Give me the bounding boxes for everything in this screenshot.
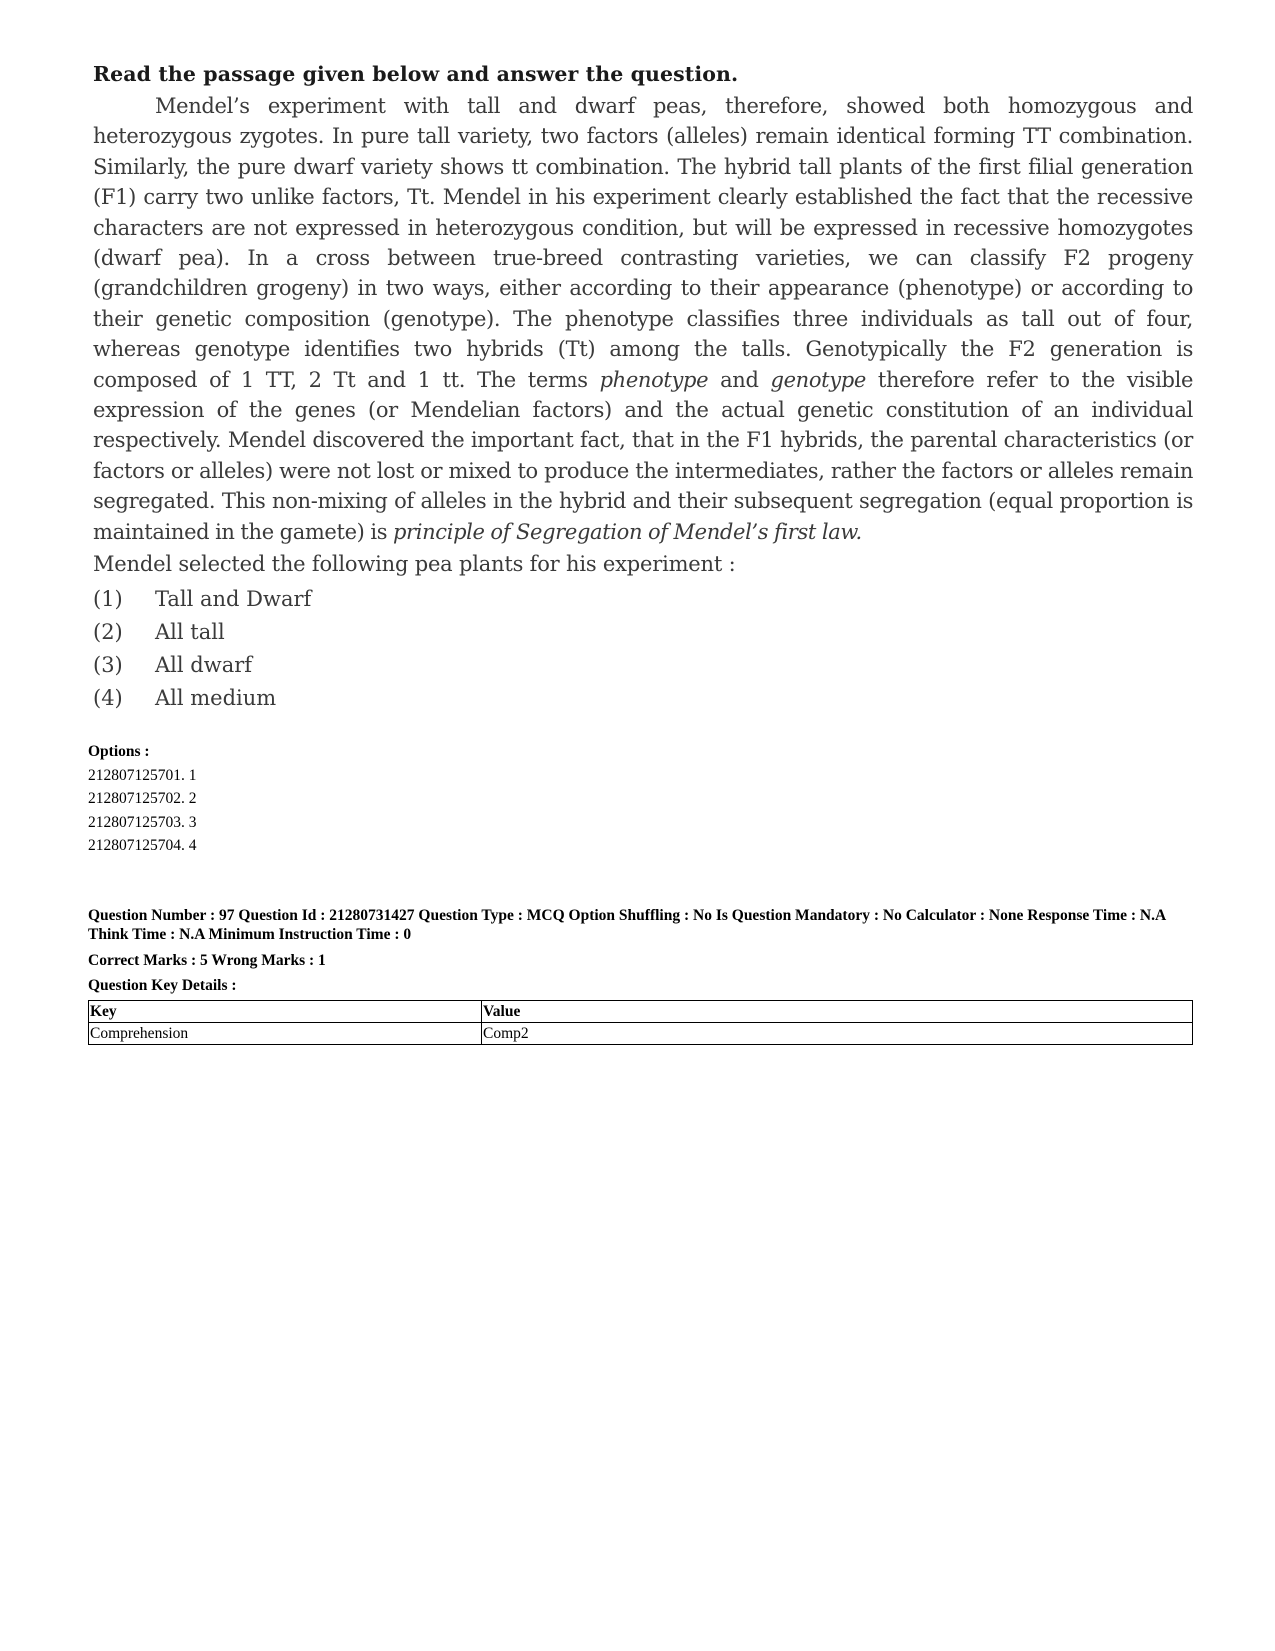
choice-number: (2) (93, 620, 123, 645)
choice-number: (3) (93, 653, 123, 678)
options-label: Options : (88, 743, 150, 760)
question-stem: Mendel selected the following pea plants for his experiment : (93, 552, 736, 577)
choice-item (93, 682, 1193, 715)
key-details-table (88, 1000, 1193, 1045)
choice-text: All tall (155, 620, 225, 645)
passage-heading: Read the passage given below and answer the question. (93, 62, 739, 86)
choice-text: All medium (155, 686, 277, 711)
cell-key: Comprehension (89, 1023, 482, 1045)
passage-part-3: therefore refer to the visible expression of the genes (or Mendelian factors) and the actual genetic constitution of an individual respectively. Mendel discovered the important fact, that in the F1 hybrids, the parental characteristics (or factors or alleles) were not lost or mixed to produce the intermediates, rather the factors or alleles remain segregated. This non-mixing of alleles in the hybrid and their subsequent segregation (equal proportion is maintained in the gamete) is (93, 367, 1194, 544)
passage-text (93, 91, 1193, 547)
term-principle: principle of Segregation of Mendel’s first law. (392, 519, 862, 544)
question-marks: Correct Marks : 5 Wrong Marks : 1 (88, 952, 326, 969)
cell-value: Comp2 (482, 1023, 1193, 1045)
term-phenotype: phenotype (599, 367, 709, 392)
choice-number: (4) (93, 686, 123, 711)
header-value: Value (482, 1001, 1193, 1023)
table-header-row (89, 1001, 1193, 1023)
option-item: 212807125701. 1 (88, 766, 197, 784)
choice-number: (1) (93, 587, 123, 612)
passage-part-2: and (720, 367, 759, 392)
passage-part-1: Mendel’s experiment with tall and dwarf peas, therefore, showed both homozygous and heterozygous zygotes. In pure tall variety, two factors (alleles) remain identical forming TT combination. Similarly, the pure dwarf variety shows tt combination. The hybrid tall plants of the first filial generation (F1) carry two unlike factors, Tt. Mendel in his experiment clearly established the fact that the recessive characters are not expressed in heterozygous condition, but will be expressed in recessive homozygotes (dwarf pea). In a cross between true-breed contrasting varieties, we can classify F2 progeny (grandchildren grogeny) in two ways, either according to their appearance (phenotype) or according to their genetic composition (genotype). The phenotype classifies three individuals as tall out of four, whereas genotype identifies two hybrids (Tt) among the talls. Genotypically the F2 generation is composed of 1 TT, 2 Tt and 1 tt. The terms (93, 94, 1193, 392)
term-genotype: genotype (770, 367, 866, 392)
choice-item (93, 616, 1193, 649)
option-item: 212807125702. 2 (88, 790, 197, 807)
options-block (88, 740, 197, 858)
question-meta: Question Number : 97 Question Id : 21280731427 Question Type : MCQ Option Shuffling : No Is Question Mandatory : No Calculator : None Response Time : N.A Think Time : N.A Minimum Instruction Time : 0 (88, 907, 1166, 943)
choice-item (93, 583, 1193, 616)
passage-image (93, 62, 1193, 715)
choice-text: Tall and Dwarf (155, 587, 312, 612)
option-item: 212807125704. 4 (88, 837, 197, 854)
header-key: Key (89, 1001, 482, 1023)
choice-text: All dwarf (155, 653, 253, 678)
choice-item (93, 649, 1193, 682)
option-item: 212807125703. 3 (88, 813, 197, 831)
key-details-label: Question Key Details : (88, 977, 237, 994)
table-row (89, 1023, 1193, 1045)
